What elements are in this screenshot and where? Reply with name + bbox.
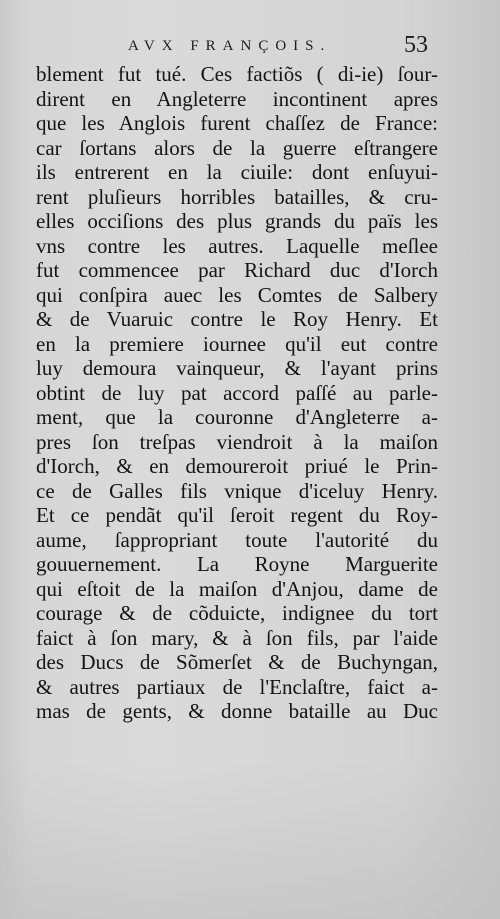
text-line: fut commencee par Richard duc d'Iorch: [36, 258, 438, 282]
text-line: des Ducs de Sõmerſet & de Buchyngan,: [36, 650, 438, 674]
text-line: & de Vuaruic contre le Roy Henry. Et: [36, 307, 438, 331]
text-line: ment, que la couronne d'Angleterre a-: [36, 405, 438, 429]
text-line: luy demoura vainqueur, & l'ayant prins: [36, 356, 438, 380]
text-line: vns contre les autres. Laquelle meſlee: [36, 233, 438, 258]
page-header: [0, 32, 500, 62]
text-line: ils entrerent en la ciuile: dont enſuyui-: [36, 160, 438, 184]
text-line: ce de Galles fils vnique d'iceluy Henry.: [36, 478, 438, 503]
text-line: que les Anglois furent chaſſez de France:: [36, 111, 438, 135]
text-line: en la premiere iournee qu'il eut contre: [36, 331, 438, 356]
text-line: car ſortans alors de la guerre eſtrangere: [36, 135, 438, 160]
text-line: gouuernement. La Royne Marguerite: [36, 552, 438, 576]
text-line: elles occiſions des plus grands du païs les: [36, 209, 438, 233]
text-line: & autres partiaux de l'Enclaſtre, faict a-: [36, 674, 438, 699]
text-line: qui eſtoit de la maiſon d'Anjou, dame de: [36, 576, 438, 601]
page-shadow: [0, 760, 500, 919]
text-line: dirent en Angleterre incontinent apres: [36, 86, 438, 111]
text-line: d'Iorch, & en demoureroit priué le Prin-: [36, 454, 438, 478]
text-line: courage & de cõduicte, indignee du tort: [36, 601, 438, 625]
page-number: 53: [404, 32, 428, 58]
text-line: qui conſpira auec les Comtes de Salbery: [36, 282, 438, 307]
text-line: rent pluſieurs horribles batailles, & cru-: [36, 184, 438, 209]
text-line: obtint de luy pat accord paſſé au parle-: [36, 380, 438, 405]
text-line: faict à ſon mary, & à ſon fils, par l'aide: [36, 625, 438, 650]
running-head: AVX FRANÇOIS.: [128, 38, 332, 54]
text-line: blement fut tué. Ces factiõs ( di-ie) ſour-: [36, 62, 438, 86]
body-text: [36, 62, 438, 724]
text-line: mas de gents, & donne bataille au Duc: [36, 699, 438, 723]
text-line: Et ce pendãt qu'il ſeroit regent du Roy-: [36, 503, 438, 527]
text-line: pres ſon treſpas viendroit à la maiſon: [36, 429, 438, 454]
text-line: aume, ſappropriant toute l'autorité du: [36, 527, 438, 552]
